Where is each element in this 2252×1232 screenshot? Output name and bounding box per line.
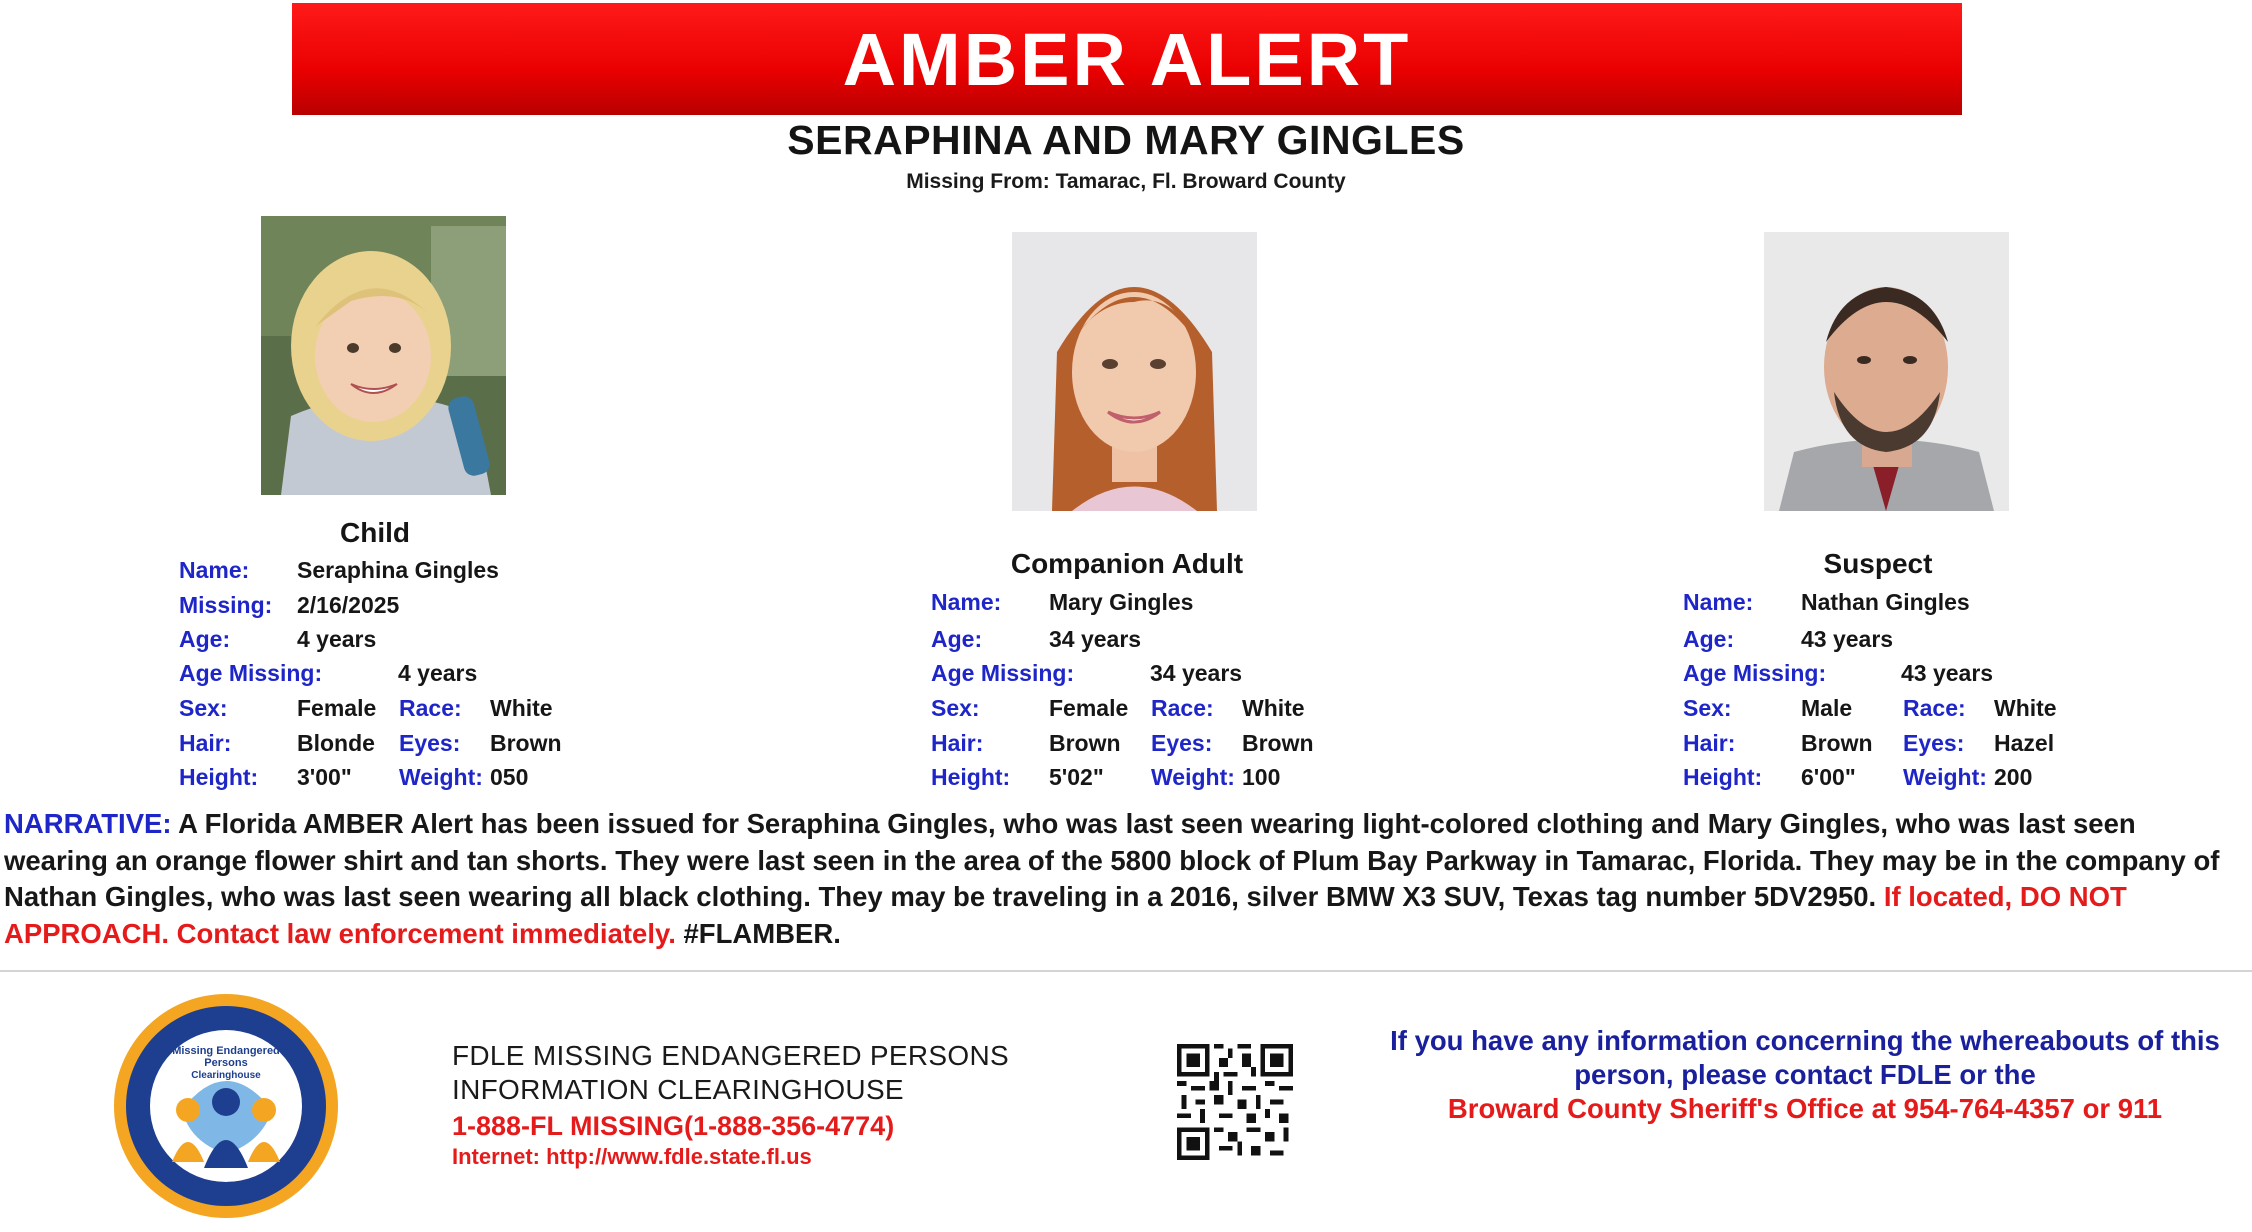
child-heading: Child [340,517,410,548]
footer-divider [0,970,2252,972]
suspect-age-missing: 43 years [1901,660,1994,686]
companion-eyes-label: Eyes: [1151,730,1213,756]
suspect-race-label: Race: [1903,695,1966,721]
suspect-hair: Brown [1801,730,1873,756]
companion-age-missing: 34 years [1150,660,1243,686]
contact-line-3: Broward County Sheriff's Office at 954-764-4357 or 911 [1447,1093,2163,1124]
suspect-sex-label: Sex: [1683,695,1732,721]
companion-age: 34 years [1049,626,1142,652]
alert-title: SERAPHINA AND MARY GINGLES [787,117,1465,163]
child-name: Seraphina Gingles [297,557,499,583]
child-missing-label: Missing: [179,592,273,618]
child-photo [261,216,506,495]
contact-line-2: person, please contact FDLE or the [1574,1059,2036,1090]
hotline-phone: 1-888-FL MISSING(1-888-356-4774) [452,1111,895,1141]
child-age: 4 years [297,626,377,652]
companion-eyes: Brown [1242,730,1314,756]
companion-race: White [1242,695,1305,721]
companion-height-label: Height: [931,764,1011,790]
contact-line-1: If you have any information concerning the whereabouts of this [1390,1025,2220,1056]
org-name-line1: FDLE MISSING ENDANGERED PERSONS [452,1040,1009,1071]
missing-from-line: Missing From: Tamarac, Fl. Broward County [906,170,1346,193]
companion-age-label: Age: [931,626,983,652]
companion-hair-label: Hair: [931,730,984,756]
suspect-hair-label: Hair: [1683,730,1736,756]
companion-weight-label: Weight: [1151,764,1235,790]
narrative-text: A Florida AMBER Alert has been issued for Seraphina Gingles, who was last seen wearing light-colored clothing and Mary Gingles, who was last seen wearing an orange flower shirt and tan shorts. They were last seen in the area of the 5800 block of Plum Bay Parkway in Tamarac, Florida. They may be in the company of Nathan Gingles, who was last seen wearing all black clothing. They may be traveling in a 2016, silver BMW X3 SUV, Texas tag number 5DV2950. [4,808,2220,912]
companion-height: 5'02" [1049,764,1104,790]
suspect-eyes-label: Eyes: [1903,730,1965,756]
companion-sex: Female [1049,695,1129,721]
child-hair-label: Hair: [179,730,232,756]
narrative-warning: If located, DO NOT APPROACH. Contact law enforcement immediately. [4,881,2127,949]
child-eyes: Brown [490,730,562,756]
child-weight-label: Weight: [399,764,483,790]
child-sex-label: Sex: [179,695,228,721]
suspect-eyes: Hazel [1994,730,2055,756]
org-name-line2: INFORMATION CLEARINGHOUSE [452,1074,904,1105]
qr-code-icon[interactable] [1177,1044,1293,1160]
child-weight: 050 [490,764,529,790]
suspect-sex: Male [1801,695,1853,721]
child-age-label: Age: [179,626,231,652]
narrative-hashtag: #FLAMBER. [675,917,841,949]
companion-name: Mary Gingles [1049,589,1194,615]
companion-race-label: Race: [1151,695,1214,721]
child-age-missing: 4 years [398,660,478,686]
svg-text:Persons: Persons [204,1057,248,1069]
child-race: White [490,695,553,721]
narrative-paragraph [4,806,2240,952]
suspect-race: White [1994,695,2057,721]
svg-text:Clearinghouse: Clearinghouse [191,1070,261,1081]
child-hair: Blonde [297,730,375,756]
companion-weight: 100 [1242,764,1281,790]
companion-age-missing-label: Age Missing: [931,660,1075,686]
banner-title: AMBER ALERT [842,17,1412,101]
companion-heading: Companion Adult [1010,548,1244,579]
suspect-height: 6'00" [1801,764,1856,790]
suspect-photo [1764,232,2009,511]
suspect-heading: Suspect [1823,548,1933,579]
suspect-weight: 200 [1994,764,2033,790]
suspect-age-label: Age: [1683,626,1735,652]
fdle-clearinghouse-seal-logo [112,992,340,1220]
child-race-label: Race: [399,695,462,721]
child-eyes-label: Eyes: [399,730,461,756]
suspect-age: 43 years [1801,626,1894,652]
fdle-website: Internet: http://www.fdle.state.fl.us [452,1144,812,1169]
companion-hair: Brown [1049,730,1121,756]
companion-name-label: Name: [931,589,1002,615]
child-missing-date: 2/16/2025 [297,592,400,618]
suspect-name: Nathan Gingles [1801,589,1970,615]
child-age-missing-label: Age Missing: [179,660,323,686]
amber-alert-banner [292,3,1962,115]
companion-sex-label: Sex: [931,695,980,721]
child-height-label: Height: [179,764,259,790]
child-sex: Female [297,695,377,721]
narrative-label: NARRATIVE: [4,808,172,839]
child-name-label: Name: [179,557,250,583]
suspect-age-missing-label: Age Missing: [1683,660,1827,686]
svg-text:Missing Endangered: Missing Endangered [172,1045,280,1057]
suspect-height-label: Height: [1683,764,1763,790]
suspect-name-label: Name: [1683,589,1754,615]
suspect-weight-label: Weight: [1903,764,1987,790]
child-height: 3'00" [297,764,352,790]
companion-photo [1012,232,1257,511]
